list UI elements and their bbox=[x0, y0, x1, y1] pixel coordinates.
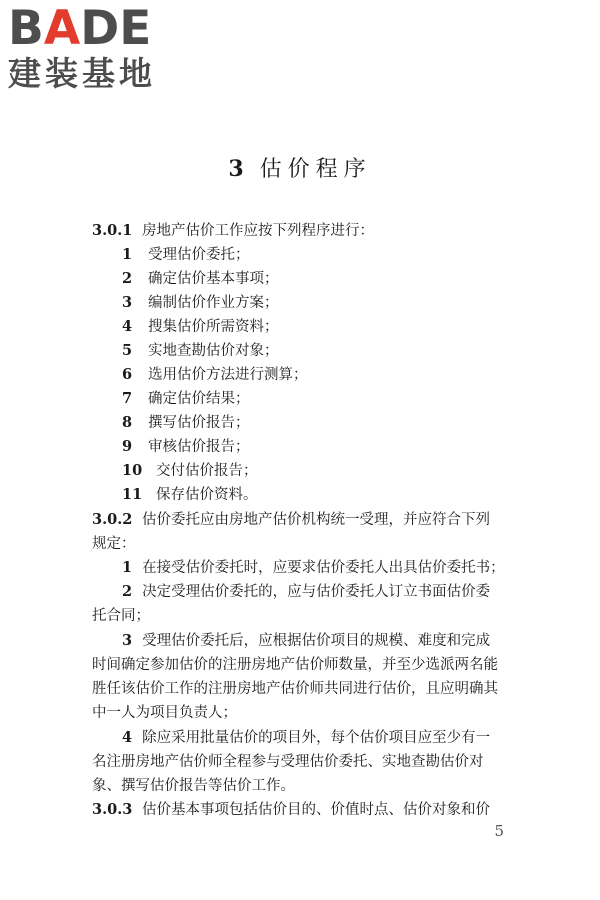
item-text: 撰写估价报告； bbox=[148, 415, 250, 431]
item-text: 交付估价报告； bbox=[156, 463, 258, 479]
paragraph-number: 2 bbox=[122, 583, 133, 600]
paragraph-number: 3 bbox=[122, 632, 133, 649]
list-item bbox=[122, 341, 279, 361]
paragraph-text: 决定受理估价委托的，应与估价委托人订立书面估价委 bbox=[142, 584, 491, 600]
item-text: 审核估价报告； bbox=[148, 439, 250, 455]
list-item bbox=[122, 389, 250, 409]
page-number: 5 bbox=[494, 822, 504, 840]
clause-number: 3.0.1 bbox=[92, 222, 133, 239]
paragraph-1 bbox=[122, 558, 505, 578]
chapter-heading: 估价程序 bbox=[259, 157, 372, 182]
clause-text: 估价基本事项包括估价目的、价值时点、估价对象和价 bbox=[142, 802, 490, 818]
paragraph-number: 4 bbox=[122, 729, 133, 746]
item-text: 保存估价资料。 bbox=[156, 487, 258, 503]
list-item bbox=[122, 293, 279, 313]
list-item bbox=[122, 461, 258, 481]
list-item bbox=[122, 437, 250, 457]
logo bbox=[8, 1, 178, 96]
item-text: 搜集估价所需资料； bbox=[148, 319, 279, 335]
item-text: 确定估价结果； bbox=[148, 391, 250, 407]
clause-text: 房地产估价工作应按下列程序进行： bbox=[142, 223, 374, 239]
clause-3-0-3 bbox=[92, 800, 490, 820]
paragraph-text: 在接受估价委托时，应要求估价委托人出具估价委托书； bbox=[142, 560, 505, 576]
paragraph-text: 除应采用批量估价的项目外，每个估价项目应至少有一 bbox=[142, 730, 491, 746]
clause-number: 3.0.3 bbox=[92, 801, 133, 818]
paragraph-text-line: 托合同； bbox=[92, 608, 150, 624]
paragraph-text-line: 时间确定参加估价的注册房地产估价师数量，并至少选派两名能 bbox=[92, 657, 498, 673]
item-number: 7 bbox=[122, 390, 133, 407]
item-number: 9 bbox=[122, 438, 133, 455]
item-number: 4 bbox=[122, 318, 133, 335]
logo-wordmark bbox=[8, 1, 178, 56]
logo-letter-b: B bbox=[8, 1, 44, 56]
paragraph-text-line: 象、撰写估价报告等估价工作。 bbox=[92, 778, 295, 794]
paragraph-2 bbox=[122, 582, 490, 602]
paragraph-4 bbox=[122, 728, 490, 748]
list-item bbox=[122, 413, 250, 433]
item-number: 5 bbox=[122, 342, 133, 359]
item-number: 6 bbox=[122, 366, 133, 383]
item-number: 1 bbox=[122, 246, 133, 263]
list-item bbox=[122, 365, 308, 385]
item-number: 2 bbox=[122, 270, 133, 287]
item-text: 编制估价作业方案； bbox=[148, 295, 279, 311]
list-item bbox=[122, 317, 279, 337]
clause-text: 估价委托应由房地产估价机构统一受理，并应符合下列 bbox=[142, 512, 490, 528]
paragraph-text: 受理估价委托后，应根据估价项目的规模、难度和完成 bbox=[142, 633, 491, 649]
item-text: 受理估价委托； bbox=[148, 247, 250, 263]
clause-text-line: 规定： bbox=[92, 536, 136, 552]
item-number: 8 bbox=[122, 414, 133, 431]
paragraph-text-line: 中一人为项目负责人； bbox=[92, 705, 237, 721]
logo-letter-a: A bbox=[43, 1, 81, 56]
list-item bbox=[122, 485, 258, 505]
item-text: 选用估价方法进行测算； bbox=[148, 367, 308, 383]
list-item bbox=[122, 269, 279, 289]
item-number: 10 bbox=[122, 462, 143, 479]
list-item bbox=[122, 245, 250, 265]
clause-number: 3.0.2 bbox=[92, 511, 133, 528]
chapter-number: 3 bbox=[228, 156, 250, 182]
paragraph-text-line: 胜任该估价工作的注册房地产估价师共同进行估价，且应明确其 bbox=[92, 681, 498, 697]
paragraph-text-line: 名注册房地产估价师全程参与受理估价委托、实地查勘估价对 bbox=[92, 754, 484, 770]
paragraph-number: 1 bbox=[122, 559, 133, 576]
logo-subtitle: 建装基地 bbox=[8, 54, 156, 93]
item-number: 3 bbox=[122, 294, 133, 311]
item-text: 实地查勘估价对象； bbox=[148, 343, 279, 359]
logo-letters-de: DE bbox=[80, 1, 152, 56]
clause-3-0-2 bbox=[92, 510, 490, 530]
clause-3-0-1 bbox=[92, 221, 374, 241]
item-text: 确定估价基本事项； bbox=[148, 271, 279, 287]
chapter-title bbox=[0, 152, 600, 183]
paragraph-3 bbox=[122, 631, 490, 651]
item-number: 11 bbox=[122, 486, 143, 503]
